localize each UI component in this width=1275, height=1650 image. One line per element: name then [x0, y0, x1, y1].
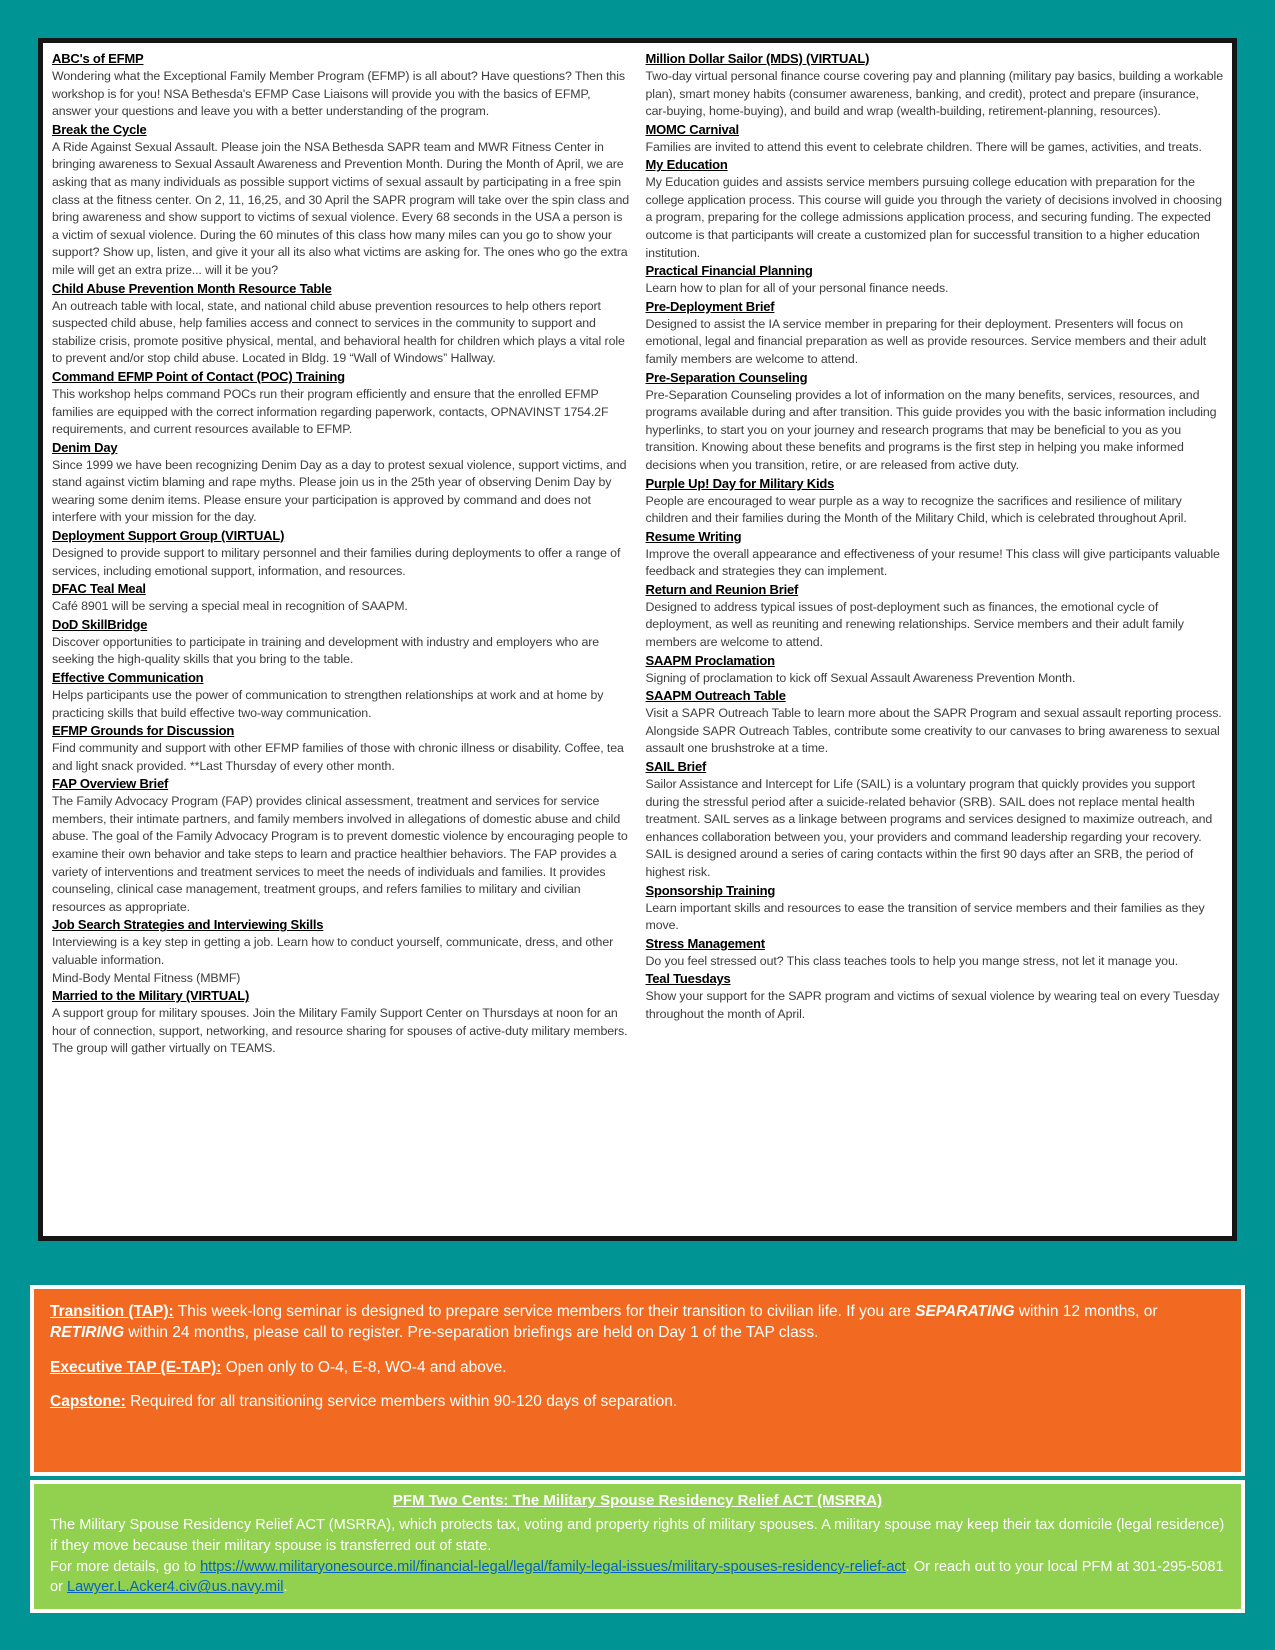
program-description: Learn how to plan for all of your personal finance needs.	[645, 281, 949, 296]
program-entry	[646, 50, 1224, 121]
program-entry	[52, 50, 630, 121]
program-description: My Education guides and assists service members pursuing college education with preparation for the college application process. This course will guide you through the variety of decisions involved in choosing a program, preparing for the college admissions application process, and securing funding. The expected outcome is that participants will create a customized plan for successful transition to a higher education institution.	[645, 175, 1222, 260]
transition-tap-text: within 12 months, or	[1014, 1303, 1158, 1320]
pfm-details-mid: . Or reach out to your local PFM at 301-295-5081 or	[50, 1558, 1224, 1596]
program-entry	[52, 580, 630, 616]
program-entry	[646, 652, 1224, 688]
capstone-line	[50, 1391, 1225, 1412]
program-title: DFAC Teal Meal	[52, 581, 146, 597]
program-title: Purple Up! Day for Military Kids	[645, 475, 835, 491]
program-title: My Education	[645, 157, 728, 173]
program-entry	[52, 368, 630, 439]
msrra-resource-link[interactable]: https://www.militaryonesource.mil/financial-legal/legal/family-legal-issues/military-spouses-residency-relief-act	[200, 1558, 906, 1575]
capstone-text: Required for all transitioning service members within 90-120 days of separation.	[125, 1393, 678, 1411]
program-title: SAAPM Proclamation	[645, 652, 775, 668]
program-entry	[52, 916, 630, 969]
program-title: Child Abuse Prevention Month Resource Table	[52, 280, 332, 296]
program-column-right	[646, 50, 1224, 1229]
program-entry	[646, 581, 1224, 652]
program-description: People are encouraged to wear purple as a way to recognize the sacrifices and resilience of military children and their families during the Month of the Military Child, which is celebrated throughout April.	[645, 493, 1187, 526]
executive-tap-label: Executive TAP (E-TAP):	[50, 1358, 222, 1376]
program-descriptions-panel	[38, 38, 1237, 1241]
program-description: An outreach table with local, state, and national child abuse prevention resources to help others report suspected child abuse, help families access and connect to services in the community to support and stabilize crisis, promote positive physical, mental, and behavioral health for children which plays a vital role to prevent and/or stop child abuse. Located in Bldg. 19 “Wall of Windows” Hallway.	[52, 298, 625, 366]
program-description: This workshop helps command POCs run their program efficiently and ensure that the enrolled EFMP families are equipped with the correct information regarding paperwork, contacts, OPNAVINST 1754.2F requirements, and current resources available to EFMP.	[52, 386, 609, 437]
program-entry	[646, 262, 1224, 298]
program-description: Since 1999 we have been recognizing Denim Day as a day to protest sexual violence, support victims, and stand against victim blaming and rape myths. Please join us in the 25th year of observing Denim Day by wearing some denim items. Please ensure your participation is approved by command and does not interfere with your mission for the day.	[52, 457, 627, 525]
program-title: SAAPM Outreach Table	[645, 688, 786, 704]
pfm-details-line	[50, 1557, 1225, 1598]
pfm-details-prefix: For more details, go to	[50, 1558, 201, 1575]
pfm-body-text: The Military Spouse Residency Relief ACT (MSRRA), which protects tax, voting and property rights of military spouses. A military spouse may keep their tax domicile (legal residence) if they move because their military spouse is transferred out of state.	[50, 1517, 1225, 1555]
capstone-label: Capstone:	[50, 1393, 126, 1411]
pfm-two-cents-box	[30, 1480, 1245, 1613]
pfm-title: PFM Two Cents: The Military Spouse Residency Relief ACT (MSRRA)	[392, 1492, 883, 1509]
program-entry	[646, 970, 1224, 1023]
program-title: Stress Management	[645, 935, 765, 951]
program-entry	[646, 687, 1224, 758]
tap-info-box	[30, 1285, 1245, 1476]
program-description: Designed to address typical issues of post-deployment such as finances, the emotional cycle of deployment, as well as reuniting and renewing relationships. Service members and their adult family members are welcome to attend.	[645, 599, 1184, 650]
program-entry	[646, 882, 1224, 935]
transition-tap-line	[50, 1301, 1225, 1344]
program-entry	[646, 528, 1224, 581]
program-description: Mind-Body Mental Fitness (MBMF)	[52, 970, 241, 985]
program-description: Café 8901 will be serving a special meal in recognition of SAAPM.	[52, 599, 408, 614]
program-title: Deployment Support Group (VIRTUAL)	[52, 528, 285, 544]
program-title: Resume Writing	[645, 528, 742, 544]
program-description: A support group for military spouses. Join the Military Family Support Center on Thursdays at noon for an hour of connection, support, networking, and resource sharing for spouses of active-duty military members. The group will gather virtually on TEAMS.	[52, 1006, 628, 1056]
retiring-emphasis: RETIRING	[50, 1324, 125, 1342]
program-title: Denim Day	[52, 439, 118, 455]
program-entry	[52, 775, 630, 916]
program-description: The Family Advocacy Program (FAP) provides clinical assessment, treatment and services for service members, their intimate partners, and family members involved in allegations of domestic abuse and child abuse. The goal of the Family Advocacy Program is to prevent domestic violence by encouraging people to examine their own behavior and take steps to learn and practice healthier behaviors. The FAP provides a variety of interventions and treatment services to meet the needs of individuals and families. It provides counseling, clinical case management, treatment groups, and refers families to military and civilian resources as appropriate.	[52, 794, 628, 914]
program-title: Break the Cycle	[52, 121, 147, 137]
program-title: Sponsorship Training	[645, 882, 776, 898]
program-entry	[52, 970, 630, 988]
program-entry	[52, 987, 630, 1058]
program-title: Pre-Deployment Brief	[645, 298, 775, 314]
program-description: Do you feel stressed out? This class teaches tools to help you mange stress, not let it manage you.	[645, 953, 1179, 968]
executive-tap-line	[50, 1357, 1225, 1378]
program-description: Wondering what the Exceptional Family Member Program (EFMP) is all about? Have questions? Then this workshop is for you! NSA Bethesda's EFMP Case Liaisons will provide you with the basics of EFMP, answer your questions and leave you with a better understanding of the program.	[52, 68, 625, 119]
program-description: Signing of proclamation to kick off Sexual Assault Awareness Prevention Month.	[645, 670, 1076, 685]
program-description: Families are invited to attend this event to celebrate children. There will be games, activities, and treats.	[645, 139, 1202, 154]
program-title: Command EFMP Point of Contact (POC) Training	[52, 368, 345, 384]
program-title: ABC's of EFMP	[52, 51, 144, 66]
pfm-email-link[interactable]: Lawyer.L.Acker4.civ@us.navy.mil	[67, 1579, 284, 1596]
program-title: SAIL Brief	[645, 758, 707, 774]
program-column-left	[52, 50, 630, 1229]
program-entry	[52, 616, 630, 669]
program-title: Married to the Military (VIRTUAL)	[52, 988, 250, 1004]
program-entry	[52, 722, 630, 775]
program-title: Effective Communication	[52, 669, 204, 685]
program-entry	[646, 475, 1224, 528]
program-entry	[646, 121, 1224, 157]
transition-tap-text: This week-long seminar is designed to prepare service members for their transition to civilian life. If you are	[173, 1303, 916, 1320]
program-title: Pre-Separation Counseling	[645, 369, 808, 385]
program-description: Learn important skills and resources to ease the transition of service members and their families as they move.	[645, 900, 1205, 933]
program-description: Discover opportunities to participate in training and development with industry and employers who are seeking the high-quality skills that you bring to the table.	[52, 634, 600, 667]
program-entry	[646, 758, 1224, 882]
program-title: DoD SkillBridge	[52, 616, 148, 632]
program-description: Show your support for the SAPR program and victims of sexual violence by wearing teal on every Tuesday throughout the month of April.	[645, 989, 1220, 1021]
transition-tap-label: Transition (TAP):	[50, 1303, 174, 1320]
executive-tap-text: Open only to O-4, E-8, WO-4 and above.	[221, 1358, 507, 1376]
program-description: Sailor Assistance and Intercept for Life (SAIL) is a voluntary program that quickly provides you support during the stressful period after a suicide-related behavior (SRB). SAIL does not replace mental health treatment. SAIL serves as a linkage between programs and services designed to maximize outreach, and enhances collaboration between you, your providers and command leadership regarding your recovery. SAIL is designed around a series of caring contacts within the first 90 days after an SRB, the period of highest risk.	[645, 776, 1213, 879]
program-title: EFMP Grounds for Discussion	[52, 723, 235, 739]
program-description: Improve the overall appearance and effectiveness of your resume! This class will give participants valuable feedback and strategies they can implement.	[645, 546, 1220, 579]
program-title: Job Search Strategies and Interviewing Skills	[52, 917, 324, 933]
program-title: MOMC Carnival	[645, 121, 739, 137]
program-entry	[52, 121, 630, 280]
program-description: A Ride Against Sexual Assault. Please join the NSA Bethesda SAPR team and MWR Fitness Center in bringing awareness to Sexual Assault Awareness and Prevention Month. During the Month of April, we are asking that as many individuals as possible support victims of sexual assault by participating in a free spin class at the fitness center. On 2, 11, 16,25, and 30 April the SAPR program will take over the spin class and bring awareness and show support to victims of sexual violence. Every 68 seconds in the USA a person is a victim of sexual violence. During the 60 minutes of this class how many miles can you go to show your support? Show up, listen, and give it your all its also what victims are asking for. The ones who go the extra mile will get an extra prize... will it be you?	[52, 139, 630, 277]
program-entry	[646, 935, 1224, 971]
transition-tap-text: within 24 months, please call to register. Pre-separation briefings are held on Day 1 of the TAP class.	[124, 1324, 819, 1342]
program-title: Return and Reunion Brief	[645, 581, 799, 597]
program-description: Helps participants use the power of communication to strengthen relationships at work and at home by practicing skills that build effective two-way communication.	[52, 687, 604, 720]
program-title: Million Dollar Sailor (MDS) (VIRTUAL)	[645, 51, 870, 66]
program-description: Designed to provide support to military personnel and their families during deployments to offer a range of services, including emotional support, information, and resources.	[52, 546, 621, 578]
program-description: Find community and support with other EFMP families of those with chronic illness or disability. Coffee, tea and light snack provided. **Last Thursday of every other month.	[52, 741, 624, 773]
program-entry	[52, 439, 630, 527]
program-entry	[52, 669, 630, 722]
program-entry	[52, 280, 630, 368]
program-entry	[646, 156, 1224, 262]
program-title: FAP Overview Brief	[52, 776, 169, 792]
program-description: Designed to assist the IA service member in preparing for their deployment. Presenters will focus on emotional, legal and financial preparation as well as provide resources. Service members and their adult family members are welcome to attend.	[645, 316, 1207, 366]
program-entry	[646, 369, 1224, 475]
program-description: Pre-Separation Counseling provides a lot of information on the many benefits, services, resources, and programs available during and after transition. This guide provides you with the basic information including hyperlinks, to start you on your journey and research programs that may be beneficial to you as you transition. Knowing about these benefits and programs is the first step in helping you make informed decisions when you transition, retire, or are released from active duty.	[645, 387, 1217, 472]
program-description: Two-day virtual personal finance course covering pay and planning (military pay basics, building a workable plan), smart money habits (consumer awareness, banking, and credit), protect and prepare (insurance, car-buying, home-buying), and build and wrap (wealth-building, retirement-planning, resources).	[645, 68, 1223, 119]
separating-emphasis: SEPARATING	[915, 1303, 1015, 1320]
program-title: Practical Financial Planning	[645, 263, 813, 279]
program-description: Interviewing is a key step in getting a job. Learn how to conduct yourself, communicate, dress, and other valuable information.	[52, 935, 614, 968]
program-title: Teal Tuesdays	[645, 971, 731, 987]
program-entry	[646, 298, 1224, 369]
program-description: Visit a SAPR Outreach Table to learn more about the SAPR Program and sexual assault reporting process. Alongside SAPR Outreach Tables, contribute some creativity to our canvases to bring awareness to sexual assault one brushstroke at a time.	[645, 706, 1222, 756]
program-entry	[52, 527, 630, 580]
pfm-details-suffix: .	[283, 1579, 288, 1596]
